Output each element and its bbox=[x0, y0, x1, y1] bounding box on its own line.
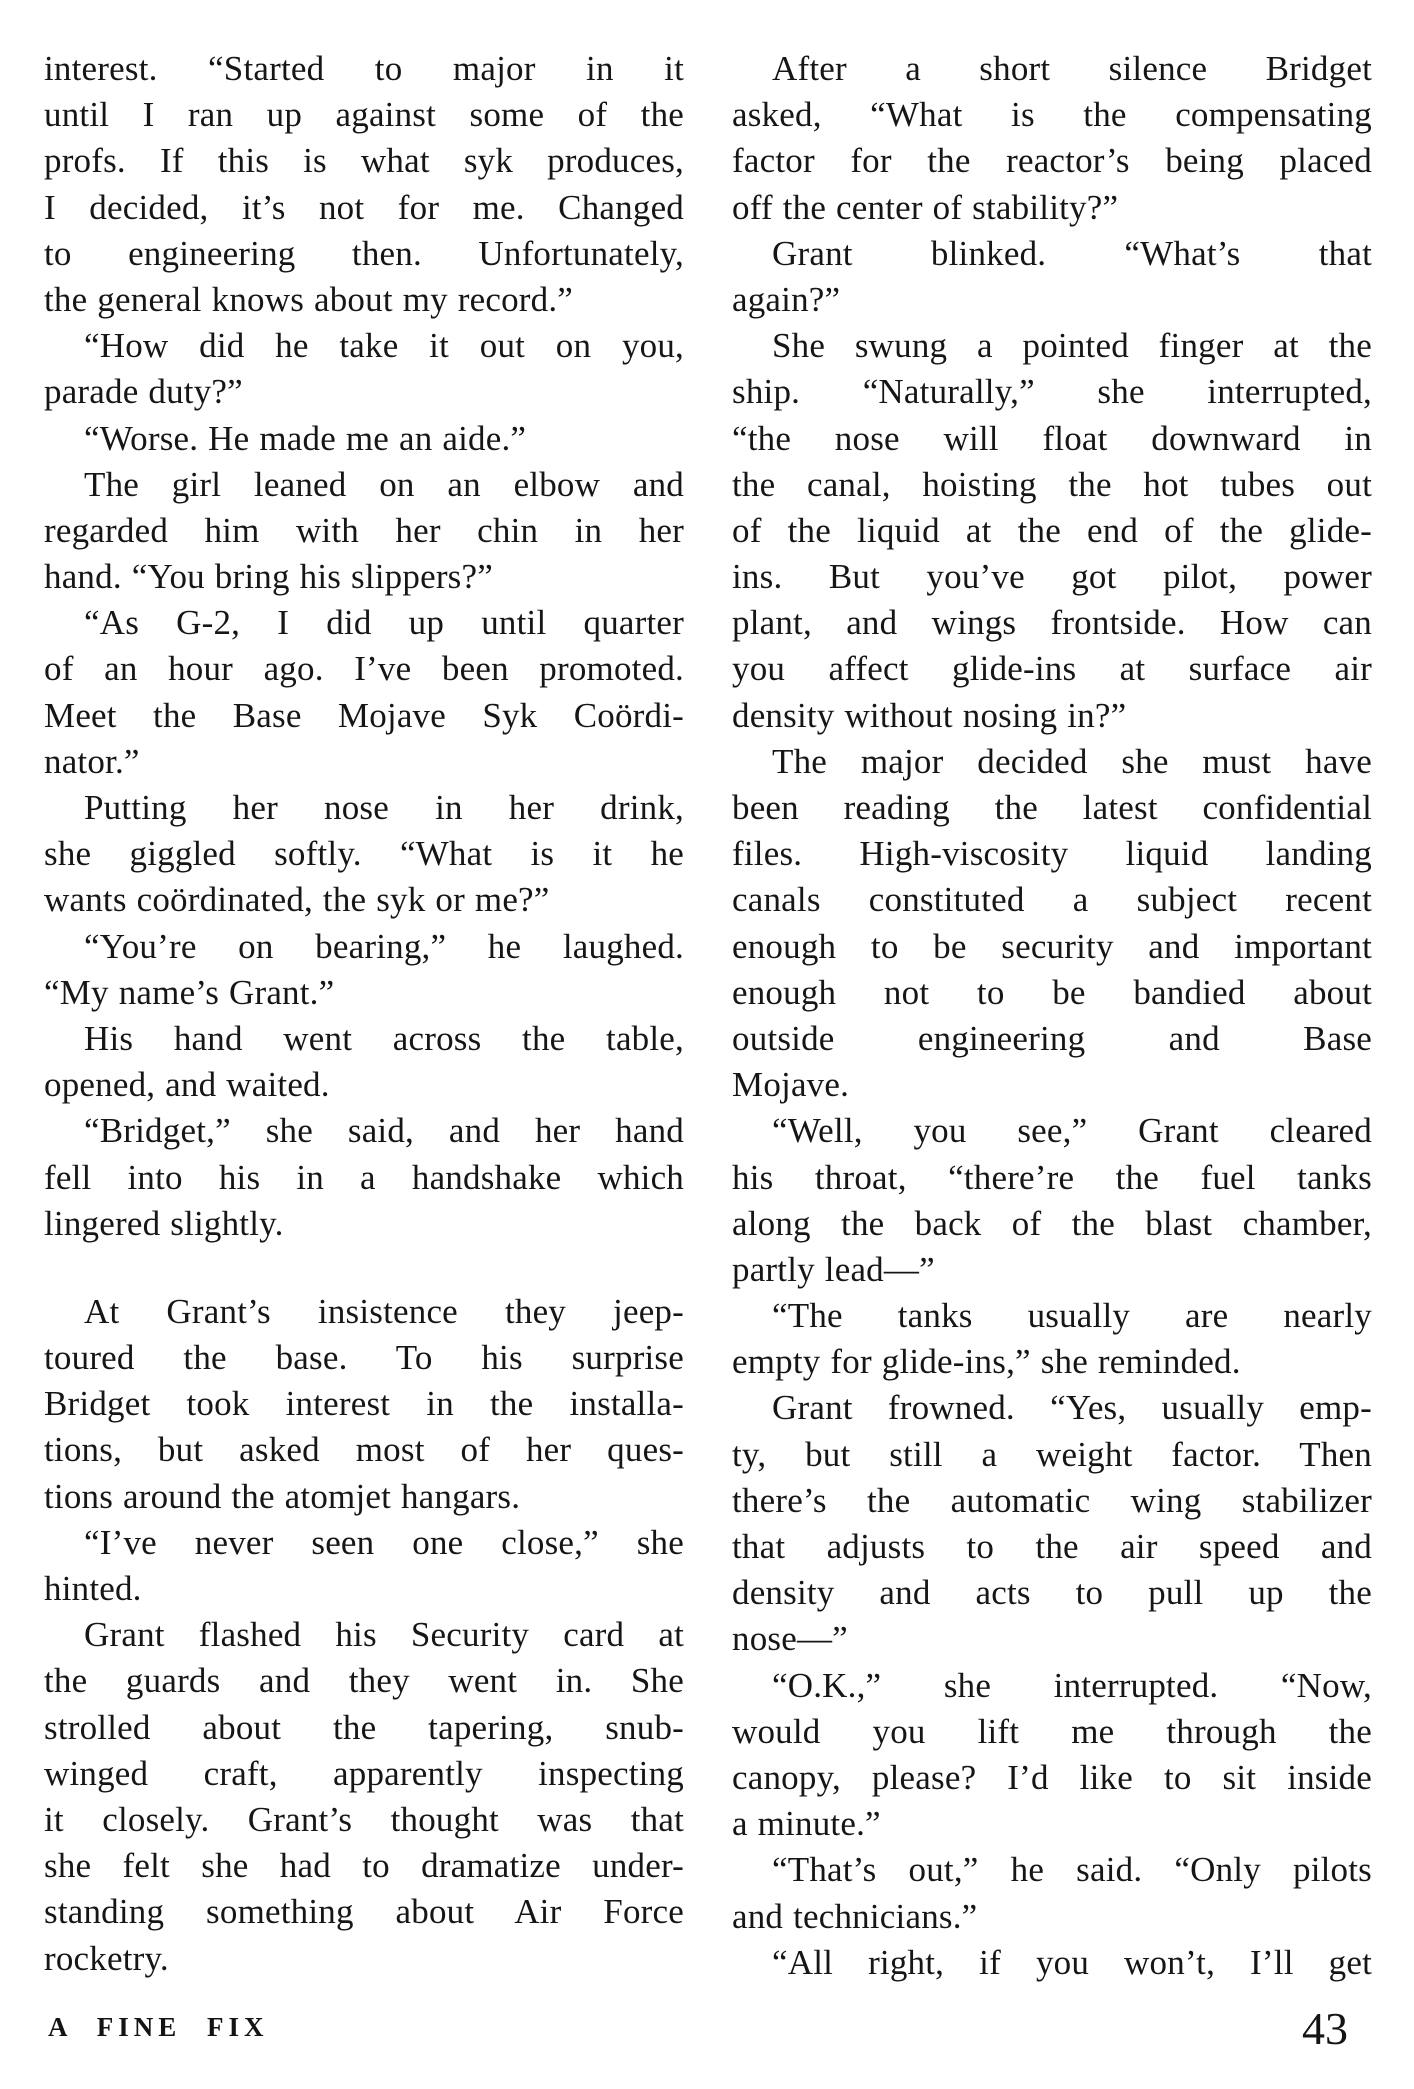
text-line: files. High-viscosity liquid landing bbox=[732, 834, 1372, 874]
text-line: off the center of stability?” bbox=[732, 187, 1119, 227]
text-line: Mojave. bbox=[732, 1065, 850, 1105]
text-line: standing something about Air Force bbox=[44, 1892, 684, 1932]
text-line: wants coördinated, the syk or me?” bbox=[44, 880, 550, 920]
running-title: A FINE FIX bbox=[48, 2012, 269, 2042]
text-line: toured the base. To his surprise bbox=[44, 1338, 684, 1378]
text-line: The girl leaned on an elbow and bbox=[84, 464, 684, 504]
text-line: until I ran up against some of the bbox=[44, 95, 684, 135]
text-line: outside engineering and Base bbox=[732, 1018, 1372, 1058]
text-line: The major decided she must have bbox=[772, 741, 1372, 781]
text-line: regarded him with her chin in her bbox=[44, 510, 684, 550]
text-line: “I’ve never seen one close,” she bbox=[84, 1522, 684, 1562]
text-line: along the back of the blast chamber, bbox=[732, 1203, 1372, 1243]
text-line: “Bridget,” she said, and her hand bbox=[84, 1111, 684, 1151]
text-line: plant, and wings frontside. How can bbox=[732, 603, 1372, 643]
text-line: parade duty?” bbox=[44, 372, 243, 412]
text-line: “Worse. He made me an aide.” bbox=[84, 418, 527, 458]
text-line: nator.” bbox=[44, 741, 140, 781]
text-line: “All right, if you won’t, I’ll get bbox=[772, 1942, 1372, 1982]
text-line: “The tanks usually are nearly bbox=[772, 1296, 1372, 1336]
text-line: “Well, you see,” Grant cleared bbox=[772, 1111, 1372, 1151]
text-line: rocketry. bbox=[44, 1938, 169, 1978]
text-line: profs. If this is what syk produces, bbox=[44, 141, 684, 181]
text-line: strolled about the tapering, snub- bbox=[44, 1707, 684, 1747]
text-column-right bbox=[732, 46, 1372, 1986]
text-line: the canal, hoisting the hot tubes out bbox=[732, 464, 1372, 504]
text-line: Bridget took interest in the installa- bbox=[44, 1384, 684, 1424]
text-line: fell into his in a handshake which bbox=[44, 1157, 684, 1197]
text-line: “That’s out,” he said. “Only pilots bbox=[772, 1850, 1372, 1890]
text-line: she giggled softly. “What is it he bbox=[44, 834, 684, 874]
text-line: would you lift me through the bbox=[732, 1711, 1372, 1751]
text-line: His hand went across the table, bbox=[84, 1018, 684, 1058]
text-line: opened, and waited. bbox=[44, 1065, 330, 1105]
text-line: again?” bbox=[732, 279, 841, 319]
text-line: you affect glide-ins at surface air bbox=[732, 649, 1372, 689]
text-line: “O.K.,” she interrupted. “Now, bbox=[772, 1665, 1372, 1705]
text-line: Grant frowned. “Yes, usually emp- bbox=[772, 1388, 1372, 1428]
text-line: enough not to be bandied about bbox=[732, 972, 1372, 1012]
text-line: hand. “You bring his slippers?” bbox=[44, 557, 493, 597]
text-line: ty, but still a weight factor. Then bbox=[732, 1434, 1372, 1474]
text-line: the guards and they went in. She bbox=[44, 1661, 684, 1701]
text-line: nose—” bbox=[732, 1619, 848, 1659]
text-line: winged craft, apparently inspecting bbox=[44, 1753, 684, 1793]
text-line: tions, but asked most of her ques- bbox=[44, 1430, 684, 1470]
text-line: She swung a pointed finger at the bbox=[772, 326, 1372, 366]
text-column-left bbox=[44, 46, 684, 1982]
text-line: “How did he take it out on you, bbox=[84, 326, 684, 366]
text-line: canals constituted a subject recent bbox=[732, 880, 1372, 920]
text-line: “My name’s Grant.” bbox=[44, 972, 335, 1012]
text-line: there’s the automatic wing stabilizer bbox=[732, 1480, 1372, 1520]
text-line: I decided, it’s not for me. Changed bbox=[44, 187, 684, 227]
text-line: Grant blinked. “What’s that bbox=[772, 233, 1372, 273]
text-line: Putting her nose in her drink, bbox=[84, 788, 684, 827]
text-line: ship. “Naturally,” she interrupted, bbox=[732, 372, 1372, 412]
text-line: his throat, “there’re the fuel tanks bbox=[732, 1157, 1372, 1197]
text-line: “the nose will float downward in bbox=[732, 418, 1372, 458]
text-line: At Grant’s insistence they jeep- bbox=[84, 1291, 684, 1331]
page-number: 43 bbox=[1302, 2003, 1348, 2054]
text-line: hinted. bbox=[44, 1569, 142, 1608]
text-line: “As G-2, I did up until quarter bbox=[84, 603, 684, 643]
text-line: tions around the atomjet hangars. bbox=[44, 1476, 521, 1516]
text-line: to engineering then. Unfortunately, bbox=[44, 233, 684, 273]
text-line: density and acts to pull up the bbox=[732, 1573, 1372, 1613]
text-line: enough to be security and important bbox=[732, 926, 1372, 966]
text-line: of the liquid at the end of the glide- bbox=[732, 510, 1372, 550]
text-line: density without nosing in?” bbox=[732, 695, 1127, 735]
text-line: canopy, please? I’d like to sit inside bbox=[732, 1757, 1372, 1797]
text-line: a minute.” bbox=[732, 1804, 881, 1844]
text-line: ins. But you’ve got pilot, power bbox=[732, 557, 1372, 597]
text-line: After a short silence Bridget bbox=[772, 49, 1372, 88]
text-line: it closely. Grant’s thought was that bbox=[44, 1799, 684, 1839]
text-line: factor for the reactor’s being placed bbox=[732, 141, 1372, 181]
text-line: “You’re on bearing,” he laughed. bbox=[84, 926, 684, 966]
text-line: interest. “Started to major in it bbox=[44, 49, 684, 88]
text-line: she felt she had to dramatize under- bbox=[44, 1846, 684, 1886]
text-line: and technicians.” bbox=[732, 1896, 978, 1936]
text-line: Meet the Base Mojave Syk Coördi- bbox=[44, 695, 684, 735]
text-line: the general knows about my record.” bbox=[44, 279, 574, 319]
text-line: asked, “What is the compensating bbox=[732, 95, 1372, 135]
text-line: partly lead—” bbox=[732, 1249, 935, 1289]
text-line: empty for glide-ins,” she reminded. bbox=[732, 1342, 1241, 1382]
text-line: Grant flashed his Security card at bbox=[84, 1615, 684, 1655]
text-line: that adjusts to the air speed and bbox=[732, 1527, 1372, 1566]
text-line: lingered slightly. bbox=[44, 1203, 284, 1243]
text-line: of an hour ago. I’ve been promoted. bbox=[44, 649, 684, 689]
text-line: been reading the latest confidential bbox=[732, 788, 1372, 827]
